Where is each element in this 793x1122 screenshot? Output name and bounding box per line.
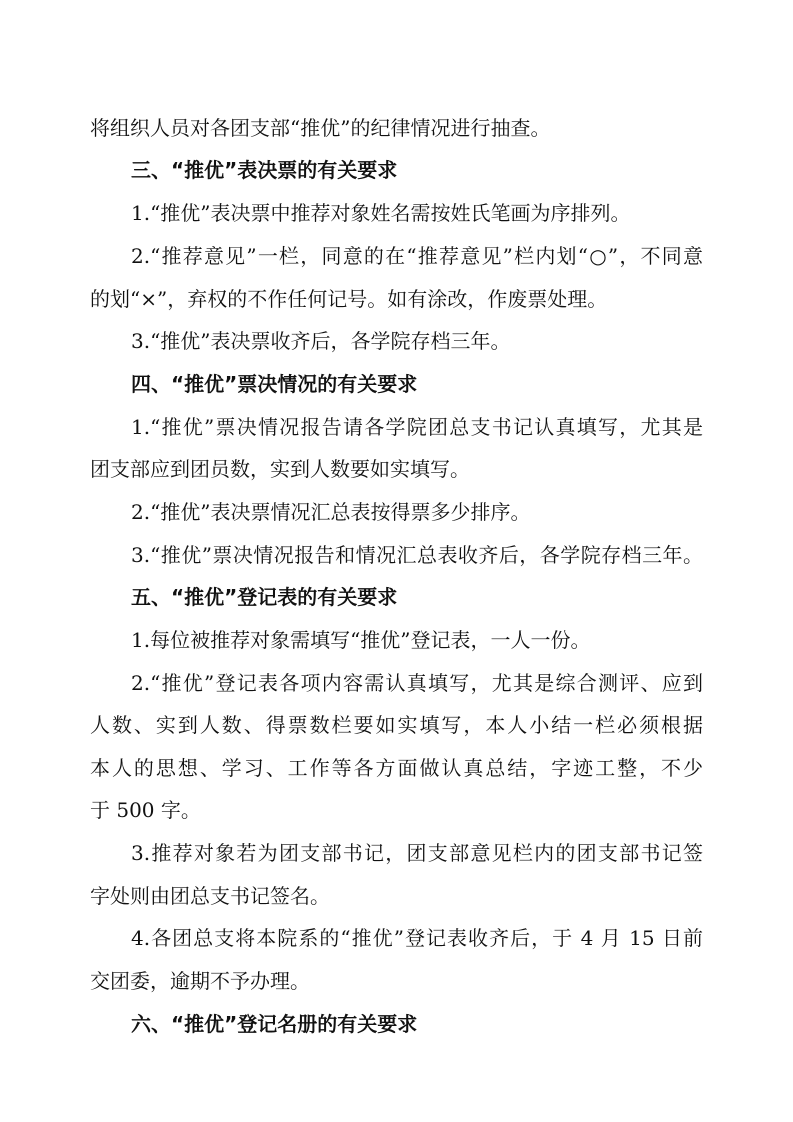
paragraph-line: 3.“推优”票决情况报告和情况汇总表收齐后，各学院存档三年。 [131,543,703,567]
paragraph-line: 3.“推优”表决票收齐后，各学院存档三年。 [131,329,511,353]
paragraph-line: 的划“×”，弃权的不作任何记号。如有涂改，作废票处理。 [90,287,608,311]
paragraph-line: 团支部应到团员数，实到人数要如实填写。 [90,457,470,481]
paragraph-line: 本人的思想、学习、工作等各方面做认真总结，字迹工整，不少 [90,756,703,780]
paragraph-line: 字处则由团总支书记签名。 [90,884,330,908]
paragraph-line: 2.“推优”表决票情况汇总表按得票多少排序。 [131,500,531,524]
paragraph-line: 将组织人员对各团支部“推优”的纪律情况进行抽查。 [90,116,551,140]
section-heading-6: 六、“推优”登记名册的有关要求 [131,1012,418,1036]
paragraph-line: 1.“推优”票决情况报告请各学院团总支书记认真填写，尤其是 [131,415,703,439]
section-heading-5: 五、“推优”登记表的有关要求 [131,585,398,609]
paragraph-line: 2.“推荐意见”一栏，同意的在“推荐意见”栏内划“○”，不同意 [131,244,703,268]
paragraph-line: 4.各团总支将本院系的“推优”登记表收齐后，于 4 月 15 日前 [131,926,703,950]
section-heading-3: 三、“推优”表决票的有关要求 [131,158,398,182]
paragraph-line: 于 500 字。 [90,798,201,822]
paragraph-line: 交团委，逾期不予办理。 [90,969,310,993]
paragraph-line: 1.每位被推荐对象需填写“推优”登记表，一人一份。 [131,628,591,652]
paragraph-line: 3.推荐对象若为团支部书记，团支部意见栏内的团支部书记签 [131,841,703,865]
paragraph-line: 人数、实到人数、得票数栏要如实填写，本人小结一栏必须根据 [90,713,703,737]
section-heading-4: 四、“推优”票决情况的有关要求 [131,372,418,396]
paragraph-line: 1.“推优”表决票中推荐对象姓名需按姓氏笔画为序排列。 [131,201,631,225]
paragraph-line: 2.“推优”登记表各项内容需认真填写，尤其是综合测评、应到 [131,671,703,695]
